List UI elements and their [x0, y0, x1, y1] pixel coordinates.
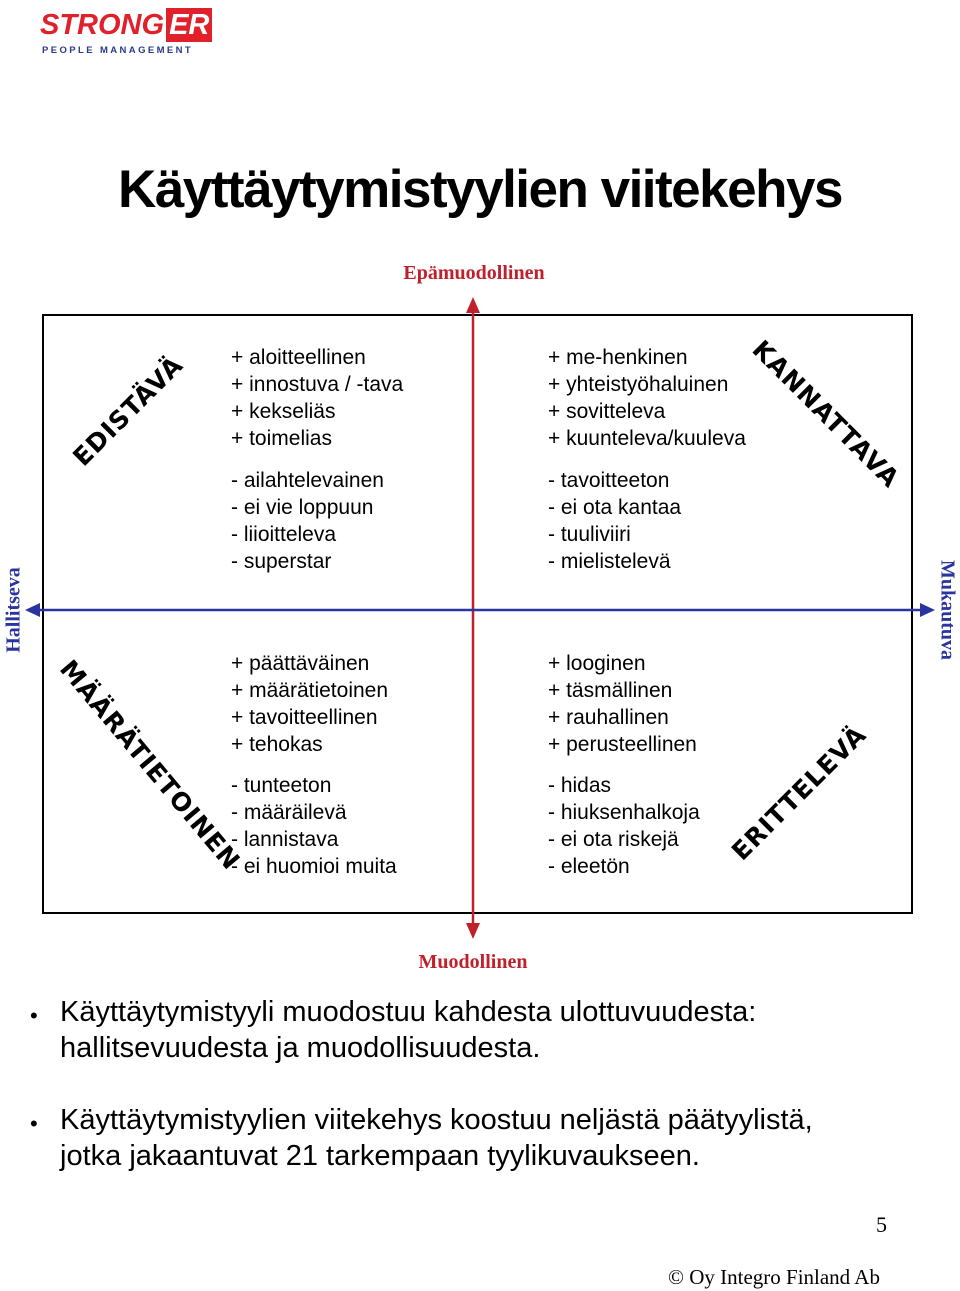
style-label-edistava: EDISTÄVÄ	[67, 350, 189, 472]
horizontal-axis-arrow	[25, 603, 935, 617]
trait-item: + yhteistyöhaluinen	[548, 373, 729, 396]
quadrant-top-right-strengths	[548, 344, 746, 452]
trait-item: + aloitteellinen	[231, 346, 366, 369]
trait-item: + tehokas	[231, 733, 323, 756]
trait-item: + kekseliäs	[231, 400, 336, 423]
bullet-dot-icon: •	[30, 1003, 38, 1028]
trait-item: + me-henkinen	[548, 346, 688, 369]
trait-item: + rauhallinen	[548, 706, 669, 729]
quadrant-top-left-weaknesses	[231, 467, 384, 575]
bullet-item	[30, 1102, 930, 1174]
logo-er-box: ER	[166, 8, 212, 42]
trait-item: + tavoitteellinen	[231, 706, 378, 729]
quadrant-bottom-right-strengths	[548, 650, 697, 758]
copyright-notice: © Oy Integro Finland Ab	[668, 1265, 880, 1289]
trait-item: - ei ota kantaa	[548, 496, 682, 519]
trait-item: + täsmällinen	[548, 679, 673, 702]
quadrant-top-left-strengths	[231, 344, 403, 452]
logo-tagline: PEOPLE MANAGEMENT	[42, 45, 194, 56]
axis-label-bottom: Muodollinen	[418, 951, 528, 973]
trait-item: - ei vie loppuun	[231, 496, 374, 519]
quadrant-bottom-left-weaknesses	[231, 772, 397, 880]
trait-item: + kuunteleva/kuuleva	[548, 427, 746, 450]
vertical-axis-arrow	[466, 297, 480, 939]
axis-label-top: Epämuodollinen	[403, 262, 545, 284]
trait-item: + looginen	[548, 652, 646, 675]
trait-item: - mielistelevä	[548, 550, 671, 573]
trait-item: + perusteellinen	[548, 733, 697, 756]
bullet-text: Käyttäytymistyylien viitekehys koostuu neljästä päätyylistä, jotka jakaantuvat 21 tarkempaan tyylikuvaukseen.	[60, 1104, 813, 1172]
trait-item: - lannistava	[231, 828, 339, 851]
logo-wordmark: STRONG ER	[40, 8, 212, 42]
trait-item: - tuuliviiri	[548, 523, 631, 546]
trait-item: - ei huomioi muita	[231, 855, 397, 878]
trait-item: - tunteeton	[231, 774, 332, 797]
style-label-erittelevä: ERITTELEVÄ	[726, 720, 872, 866]
quadrant-bottom-left-strengths	[231, 650, 388, 758]
trait-item: - eleetön	[548, 855, 630, 878]
quadrant-bottom-right-weaknesses	[548, 772, 700, 880]
style-label-maaratietoinen: MÄÄRÄTIETOINEN	[53, 654, 247, 876]
bullet-item	[30, 994, 930, 1066]
trait-item: - liioitteleva	[231, 523, 337, 546]
trait-item: - tavoitteeton	[548, 469, 670, 492]
trait-item: + määrätietoinen	[231, 679, 389, 702]
style-label-kannattava: KANNATTAVA	[746, 334, 906, 494]
trait-item: - ailahtelevainen	[231, 469, 384, 492]
trait-item: + toimelias	[231, 427, 332, 450]
trait-item: - hidas	[548, 774, 612, 797]
trait-item: + sovitteleva	[548, 400, 666, 423]
trait-item: - hiuksenhalkoja	[548, 801, 700, 824]
page-number: 5	[876, 1212, 887, 1237]
trait-item: - ei ota riskejä	[548, 828, 679, 851]
trait-item: + innostuva / -tava	[231, 373, 404, 396]
trait-item: - määräilevä	[231, 801, 347, 824]
trait-item: - superstar	[231, 550, 332, 573]
axis-label-right: Mukautuva	[936, 559, 959, 661]
axis-label-left: Hallitseva	[2, 567, 25, 653]
bullet-dot-icon: •	[30, 1111, 38, 1136]
quadrant-top-right-weaknesses	[548, 467, 681, 575]
page-title: Käyttäytymistyylien viitekehys	[118, 160, 842, 219]
bullet-text: Käyttäytymistyyli muodostuu kahdesta ulottuvuudesta: hallitsevuudesta ja muodollisuudesta.	[60, 996, 757, 1064]
trait-item: + päättäväinen	[231, 652, 370, 675]
